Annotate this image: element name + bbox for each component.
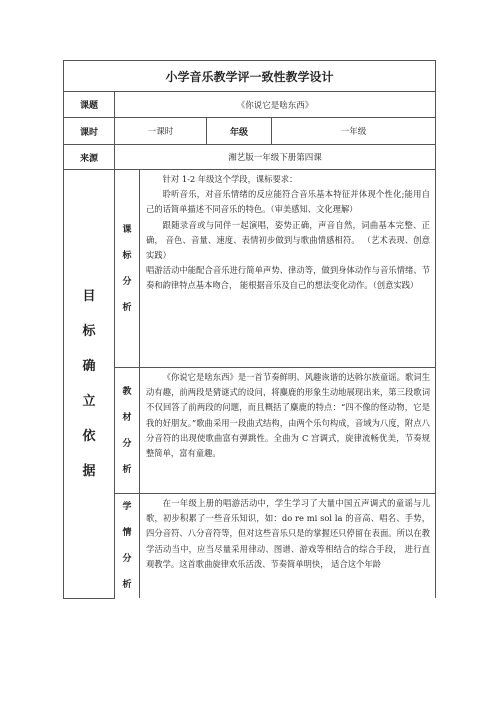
source-value: 湘艺版一年级下册第四课 <box>115 145 436 170</box>
source-label: 来源 <box>64 145 115 170</box>
label-char: 学 <box>122 502 132 512</box>
goal-label-char: 据 <box>82 463 96 479</box>
topic-value: 《你说它是啥东西》 <box>115 92 436 118</box>
label-char: 课 <box>122 224 132 235</box>
topic-label: 课题 <box>64 92 115 118</box>
label-char: 材 <box>122 412 132 423</box>
paragraph: 针对 1-2 年级这个学段，课标要求： <box>162 174 298 184</box>
material-analysis-text <box>140 368 436 494</box>
label-char: 析 <box>122 580 132 590</box>
lesson-plan-table <box>63 60 436 599</box>
grade-value: 一年级 <box>272 118 436 145</box>
standard-analysis-label <box>115 170 140 368</box>
paragraph: 唱游活动中能配合音乐进行简单声势、律动等，做到身体动作与音乐情绪、节奏和韵律特点基本吻合， 能根据音乐及自己的想法变化动作。（创意实践） <box>146 265 431 291</box>
paragraph: 在一年级上册的唱游活动中，学生学习了大量中国五声调式的童谣与儿歌，初步积累了一些音乐知识，如：do re mi sol la 的音高、唱名、手势， 四分音符、八分音符等，但对这些音乐只是的掌握还只停留在表面。所以在教学活动当中，应当尽量采用律动、图谱、游戏等相结合的综合手段， 进行直观教学。这首歌曲旋律欢乐活泼、节奏简单明快， 适合这个年龄 <box>146 498 431 569</box>
standard-analysis-text <box>140 170 436 368</box>
paragraph: 跟随录音或与同伴一起演唱，姿势正确，声音自然，词曲基本完整、正确， 音色、音量、速度、表情初步做到与歌曲情感相符。 （艺术表现、创意实践） <box>146 219 431 261</box>
goal-label-char: 确 <box>82 358 96 374</box>
label-char: 情 <box>122 528 132 538</box>
label-char: 分 <box>122 438 132 449</box>
goal-label-char: 目 <box>82 288 96 304</box>
label-char: 标 <box>122 250 132 261</box>
goal-basis-label <box>64 170 115 599</box>
goal-label-char: 依 <box>82 428 96 444</box>
grade-label: 年级 <box>207 118 272 145</box>
learner-analysis-text <box>140 494 436 599</box>
label-char: 分 <box>122 554 132 564</box>
label-char: 分 <box>122 276 132 287</box>
label-char: 析 <box>122 464 132 475</box>
learner-analysis-label <box>115 494 140 599</box>
label-char: 析 <box>122 302 132 313</box>
label-char: 教 <box>122 386 132 397</box>
hours-value: 一课时 <box>115 118 207 145</box>
lesson-plan-sheet <box>63 60 435 707</box>
paragraph: 《你说它是啥东西》是一首节奏鲜明、风趣诙谐的达斡尔族童谣。歌词生动有趣，前两段是猜谜式的设问，将麋鹿的形象生动地展现出来，第三段歌词不仅回答了前两段的问题，而且概括了麋鹿的特点：“四不像的怪动物，它是我的好朋友。”歌曲采用一段曲式结构，由两个乐句构成，音域为八度，附点八分音符的出现使歌曲富有弹跳性。全曲为 C 宫调式，旋律流畅优美，节奏规整简单，富有童趣。 <box>146 372 431 459</box>
material-analysis-label <box>115 368 140 494</box>
goal-label-char: 立 <box>82 393 96 409</box>
hours-label: 课时 <box>64 118 115 145</box>
document-title: 小学音乐教学评一致性教学设计 <box>64 61 436 92</box>
paragraph: 聆听音乐，对音乐情绪的反应能符合音乐基本特征并体现个性化;能用自己的话简单描述不同音乐的特色。（审美感知、文化理解） <box>146 189 431 215</box>
goal-label-char: 标 <box>82 323 96 339</box>
